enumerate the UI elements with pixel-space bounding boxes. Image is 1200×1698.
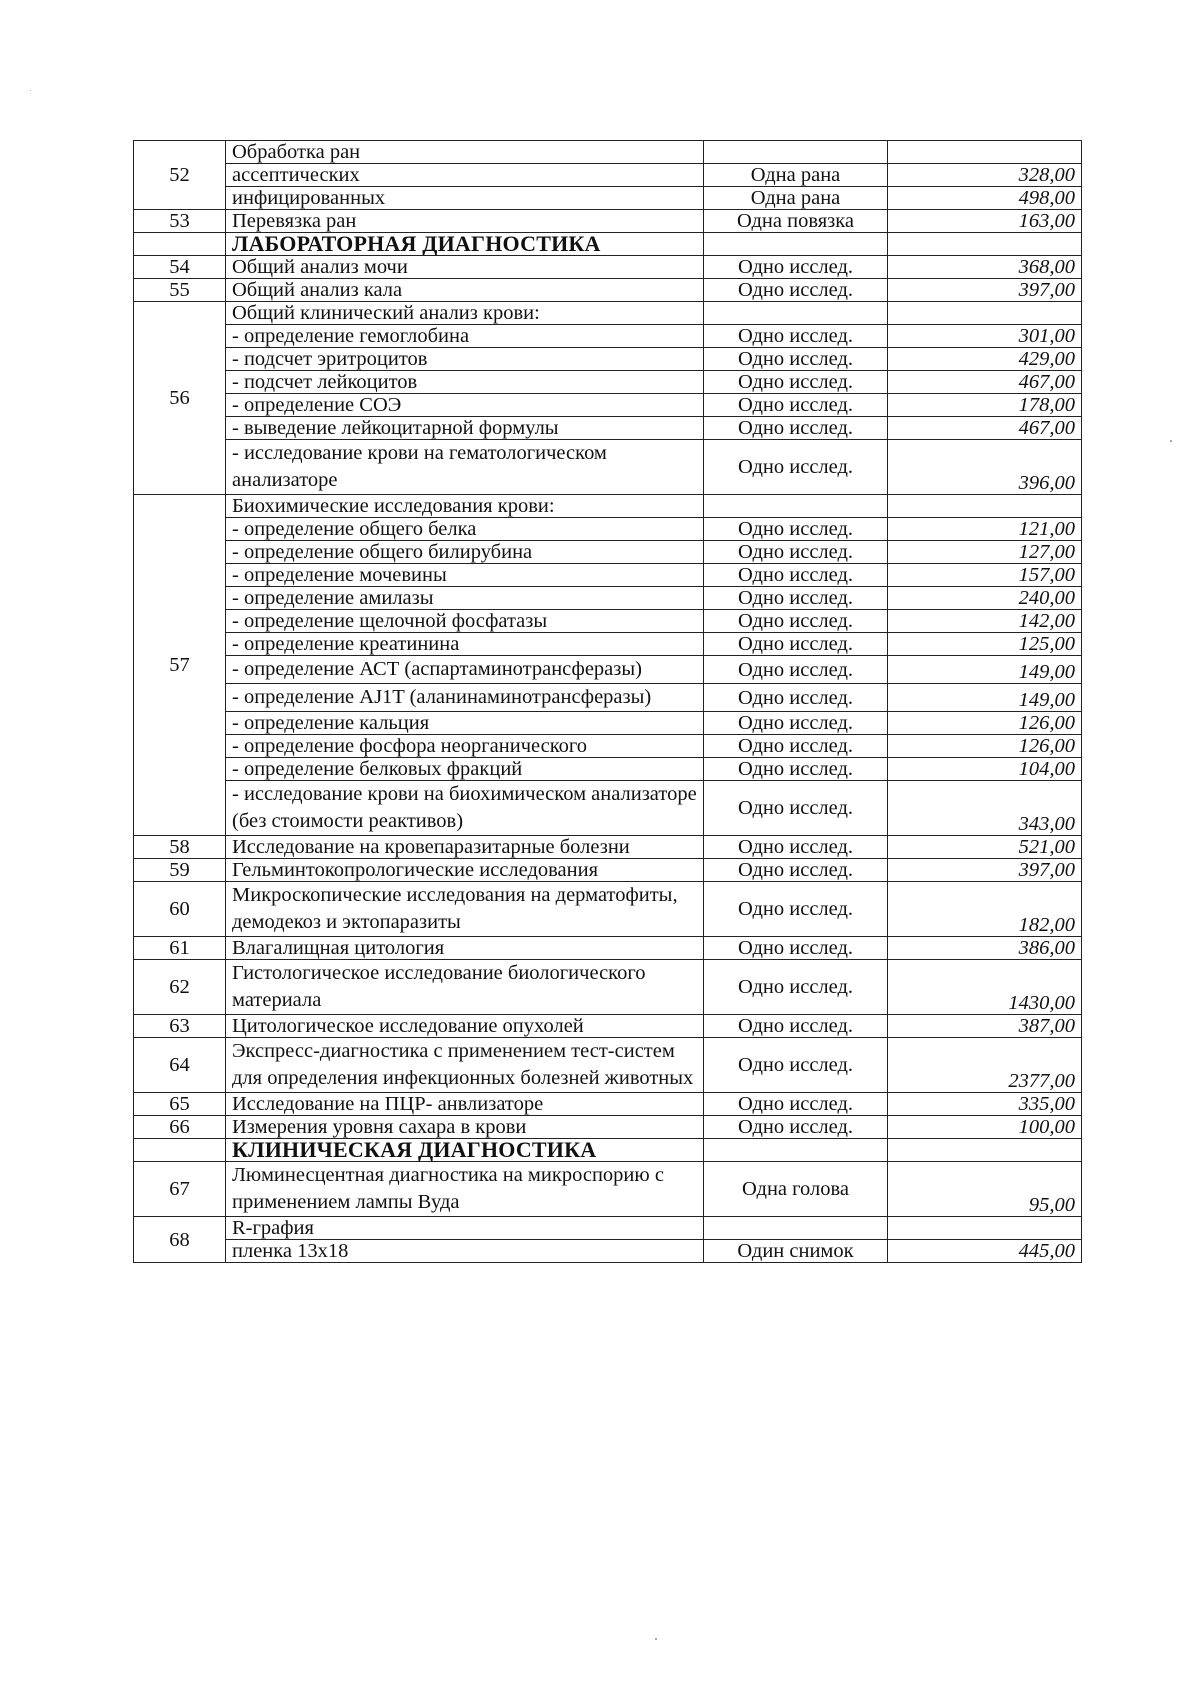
price: 301,00 <box>888 325 1082 348</box>
service-name: - подсчет эритроцитов <box>226 348 704 371</box>
unit: Одно исслед. <box>704 325 888 348</box>
table-row <box>134 417 1082 440</box>
price: 95,00 <box>888 1162 1082 1217</box>
table-row <box>134 1116 1082 1139</box>
table-row <box>134 859 1082 882</box>
row-number: 68 <box>134 1217 226 1263</box>
price: 125,00 <box>888 633 1082 656</box>
service-name: - определение СОЭ <box>226 394 704 417</box>
price: 386,00 <box>888 937 1082 960</box>
unit: Одно исслед. <box>704 518 888 541</box>
table-row <box>134 302 1082 325</box>
unit <box>704 495 888 518</box>
service-name: - определение щелочной фосфатазы <box>226 610 704 633</box>
row-number: 54 <box>134 256 226 279</box>
unit <box>704 141 888 164</box>
row-number: 63 <box>134 1015 226 1038</box>
service-name: Исследование на кровепаразитарные болезни <box>226 836 704 859</box>
service-name: - определение общего билирубина <box>226 541 704 564</box>
unit: Одно исслед. <box>704 564 888 587</box>
table-row <box>134 187 1082 210</box>
row-number-empty <box>134 233 226 256</box>
table-row <box>134 882 1082 937</box>
row-number: 55 <box>134 279 226 302</box>
price <box>888 302 1082 325</box>
row-number: 52 <box>134 141 226 210</box>
table-row <box>134 960 1082 1015</box>
unit: Одна повязка <box>704 210 888 233</box>
price <box>888 141 1082 164</box>
service-name: Гельминтокопрологические исследования <box>226 859 704 882</box>
price: 429,00 <box>888 348 1082 371</box>
service-name: - определение фосфора неорганического <box>226 735 704 758</box>
price: 2377,00 <box>888 1038 1082 1093</box>
service-name: - определение мочевины <box>226 564 704 587</box>
table-row <box>134 587 1082 610</box>
unit: Одно исслед. <box>704 836 888 859</box>
price: 396,00 <box>888 440 1082 495</box>
table-body <box>134 141 1082 1263</box>
unit: Одно исслед. <box>704 758 888 781</box>
row-number: 64 <box>134 1038 226 1093</box>
price: 178,00 <box>888 394 1082 417</box>
price: 397,00 <box>888 859 1082 882</box>
table-row <box>134 735 1082 758</box>
unit: Одно исслед. <box>704 1093 888 1116</box>
table-row <box>134 518 1082 541</box>
table-row <box>134 164 1082 187</box>
table-row <box>134 141 1082 164</box>
section-row <box>134 233 1082 256</box>
price: 328,00 <box>888 164 1082 187</box>
service-name: Обработка ран <box>226 141 704 164</box>
price: 368,00 <box>888 256 1082 279</box>
table-row <box>134 1162 1082 1217</box>
service-name: - определение AJ1T (аланинаминотрансферазы) <box>226 684 704 712</box>
unit: Одно исслед. <box>704 633 888 656</box>
unit: Одно исслед. <box>704 440 888 495</box>
unit: Одно исслед. <box>704 712 888 735</box>
service-name: инфицированных <box>226 187 704 210</box>
price-empty <box>888 1139 1082 1162</box>
table-row <box>134 495 1082 518</box>
service-name: - определение белковых фракций <box>226 758 704 781</box>
service-name: Цитологическое исследование опухолей <box>226 1015 704 1038</box>
price: 467,00 <box>888 417 1082 440</box>
table-row <box>134 781 1082 836</box>
price: 127,00 <box>888 541 1082 564</box>
unit: Одно исслед. <box>704 656 888 684</box>
unit-empty <box>704 1139 888 1162</box>
table-row <box>134 1217 1082 1240</box>
unit: Одно исслед. <box>704 859 888 882</box>
unit: Одно исслед. <box>704 348 888 371</box>
price: 126,00 <box>888 712 1082 735</box>
table-row <box>134 371 1082 394</box>
price: 335,00 <box>888 1093 1082 1116</box>
table-row <box>134 1240 1082 1263</box>
table-row <box>134 394 1082 417</box>
service-name: - исследование крови на биохимическом анализаторе (без стоимости реактивов) <box>226 781 704 836</box>
row-number: 57 <box>134 495 226 836</box>
unit: Одно исслед. <box>704 1116 888 1139</box>
service-name: Исследование на ПЦР- анвлизаторе <box>226 1093 704 1116</box>
scan-speck <box>1170 440 1172 442</box>
service-name: - выведение лейкоцитарной формулы <box>226 417 704 440</box>
price: 397,00 <box>888 279 1082 302</box>
service-name: - исследование крови на гематологическом анализаторе <box>226 440 704 495</box>
table-row <box>134 758 1082 781</box>
service-name: Общий анализ мочи <box>226 256 704 279</box>
service-name: ассептических <box>226 164 704 187</box>
service-name: пленка 13х18 <box>226 1240 704 1263</box>
unit <box>704 1217 888 1240</box>
service-name: - подсчет лейкоцитов <box>226 371 704 394</box>
unit: Одно исслед. <box>704 960 888 1015</box>
table-row <box>134 1015 1082 1038</box>
section-title: ЛАБОРАТОРНАЯ ДИАГНОСТИКА <box>226 233 704 256</box>
row-number: 65 <box>134 1093 226 1116</box>
service-name: Общий анализ кала <box>226 279 704 302</box>
row-number: 60 <box>134 882 226 937</box>
unit-empty <box>704 233 888 256</box>
row-number: 58 <box>134 836 226 859</box>
scan-speck <box>655 1638 657 1640</box>
unit: Одно исслед. <box>704 1015 888 1038</box>
service-name: Экспресс-диагностика с применением тест-систем для определения инфекционных болезней животных <box>226 1038 704 1093</box>
table-row <box>134 633 1082 656</box>
service-name: - определение общего белка <box>226 518 704 541</box>
table-row <box>134 656 1082 684</box>
unit: Одно исслед. <box>704 279 888 302</box>
table-row <box>134 279 1082 302</box>
price: 104,00 <box>888 758 1082 781</box>
price: 100,00 <box>888 1116 1082 1139</box>
table-row <box>134 210 1082 233</box>
table-row <box>134 1038 1082 1093</box>
unit: Одно исслед. <box>704 541 888 564</box>
price: 126,00 <box>888 735 1082 758</box>
unit: Одно исслед. <box>704 610 888 633</box>
table-row <box>134 712 1082 735</box>
unit <box>704 302 888 325</box>
service-name: Перевязка ран <box>226 210 704 233</box>
unit: Одно исслед. <box>704 735 888 758</box>
price-table <box>133 140 1082 1263</box>
table-row <box>134 684 1082 712</box>
service-name: Люминесцентная диагностика на микроспорию с применением лампы Вуда <box>226 1162 704 1217</box>
unit: Одно исслед. <box>704 882 888 937</box>
section-title: КЛИНИЧЕСКАЯ ДИАГНОСТИКА <box>226 1139 704 1162</box>
row-number: 53 <box>134 210 226 233</box>
price: 498,00 <box>888 187 1082 210</box>
unit: Одно исслед. <box>704 1038 888 1093</box>
price: 182,00 <box>888 882 1082 937</box>
service-name: Измерения уровня сахара в крови <box>226 1116 704 1139</box>
price: 142,00 <box>888 610 1082 633</box>
price: 343,00 <box>888 781 1082 836</box>
price: 240,00 <box>888 587 1082 610</box>
row-number: 67 <box>134 1162 226 1217</box>
row-number-empty <box>134 1139 226 1162</box>
row-number: 61 <box>134 937 226 960</box>
unit: Одна рана <box>704 164 888 187</box>
service-name: - определение амилазы <box>226 587 704 610</box>
table-row <box>134 836 1082 859</box>
price-empty <box>888 233 1082 256</box>
unit: Одно исслед. <box>704 781 888 836</box>
row-number: 56 <box>134 302 226 495</box>
price: 149,00 <box>888 684 1082 712</box>
price: 445,00 <box>888 1240 1082 1263</box>
price: 521,00 <box>888 836 1082 859</box>
row-number: 66 <box>134 1116 226 1139</box>
table-row <box>134 564 1082 587</box>
unit: Одно исслед. <box>704 587 888 610</box>
unit: Одно исслед. <box>704 256 888 279</box>
section-row <box>134 1139 1082 1162</box>
table-row <box>134 937 1082 960</box>
table-row <box>134 1093 1082 1116</box>
price <box>888 495 1082 518</box>
row-number: 62 <box>134 960 226 1015</box>
price <box>888 1217 1082 1240</box>
service-name: - определение АСТ (аспартаминотрансферазы) <box>226 656 704 684</box>
unit: Одно исслед. <box>704 937 888 960</box>
unit: Одна рана <box>704 187 888 210</box>
unit: Один снимок <box>704 1240 888 1263</box>
table-row <box>134 610 1082 633</box>
unit: Одно исслед. <box>704 394 888 417</box>
table-row <box>134 325 1082 348</box>
service-name: R-графия <box>226 1217 704 1240</box>
service-name: Влагалищная цитология <box>226 937 704 960</box>
service-name: - определение гемоглобина <box>226 325 704 348</box>
price: 387,00 <box>888 1015 1082 1038</box>
price: 121,00 <box>888 518 1082 541</box>
service-name: - определение креатинина <box>226 633 704 656</box>
service-name: Гистологическое исследование биологического материала <box>226 960 704 1015</box>
price: 467,00 <box>888 371 1082 394</box>
price: 163,00 <box>888 210 1082 233</box>
unit: Одно исслед. <box>704 417 888 440</box>
table-row <box>134 348 1082 371</box>
table-row <box>134 541 1082 564</box>
service-name: - определение кальция <box>226 712 704 735</box>
price: 1430,00 <box>888 960 1082 1015</box>
price: 157,00 <box>888 564 1082 587</box>
unit: Одно исслед. <box>704 371 888 394</box>
price: 149,00 <box>888 656 1082 684</box>
unit: Одна голова <box>704 1162 888 1217</box>
unit: Одно исслед. <box>704 684 888 712</box>
service-name: Биохимические исследования крови: <box>226 495 704 518</box>
table-row <box>134 256 1082 279</box>
service-name: Микроскопические исследования на дерматофиты, демодекоз и эктопаразиты <box>226 882 704 937</box>
table-row <box>134 440 1082 495</box>
scan-speck <box>30 90 31 91</box>
service-name: Общий клинический анализ крови: <box>226 302 704 325</box>
row-number: 59 <box>134 859 226 882</box>
